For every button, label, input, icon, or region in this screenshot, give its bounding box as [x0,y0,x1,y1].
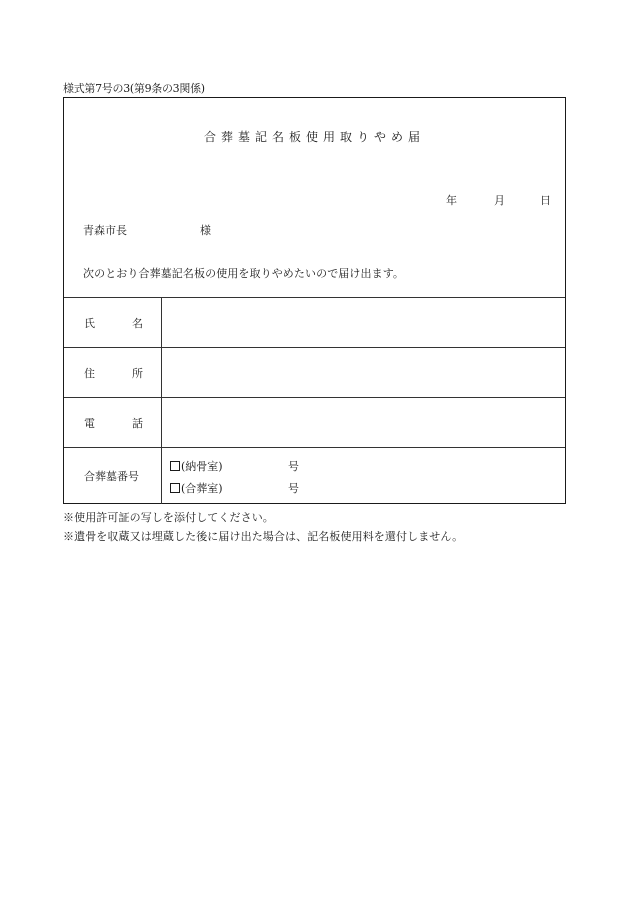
ossuary-option[interactable] [170,458,223,474]
date-day-label: 日 [540,194,551,207]
form-frame [63,97,566,504]
name-row [64,297,565,347]
phone-row [64,397,565,447]
form-number-label: 様式第7号の3(第9条の3関係) [63,82,205,95]
phone-label-char1: 電 [84,417,95,430]
joint-burial-option[interactable] [170,480,223,496]
grave-number-label: 合葬墓番号 [84,470,139,483]
form-table [64,297,565,504]
grave-number-row [64,447,565,504]
phone-label-char2: 話 [132,417,143,430]
name-label-char2: 名 [132,317,143,330]
address-label-char1: 住 [84,367,95,380]
phone-label-cell [64,398,162,447]
joint-burial-option-label: (合葬室) [181,482,223,495]
date-year-label: 年 [446,194,457,207]
address-label-char2: 所 [132,367,143,380]
name-label-char1: 氏 [84,317,95,330]
note-no-refund: ※遺骨を収蔵又は埋蔵した後に届け出た場合は、記名板使用料を還付しません。 [63,530,464,543]
address-row [64,347,565,397]
ossuary-option-label: (納骨室) [181,460,223,473]
ossuary-checkbox[interactable] [170,461,180,471]
grave-number-label-cell [64,448,162,504]
name-label-cell [64,298,162,347]
honorific: 様 [200,224,211,237]
note-attach-permit: ※使用許可証の写しを添付してください。 [63,511,274,524]
joint-burial-checkbox[interactable] [170,483,180,493]
address-label-cell [64,348,162,397]
joint-burial-number-suffix: 号 [288,482,299,495]
statement-text: 次のとおり合葬墓記名板の使用を取りやめたいので届け出ます。 [83,267,405,280]
form-title: 合葬墓記名板使用取りやめ届 [203,130,425,144]
ossuary-number-suffix: 号 [288,460,299,473]
date-month-label: 月 [494,194,505,207]
addressee: 青森市長 [83,224,127,237]
